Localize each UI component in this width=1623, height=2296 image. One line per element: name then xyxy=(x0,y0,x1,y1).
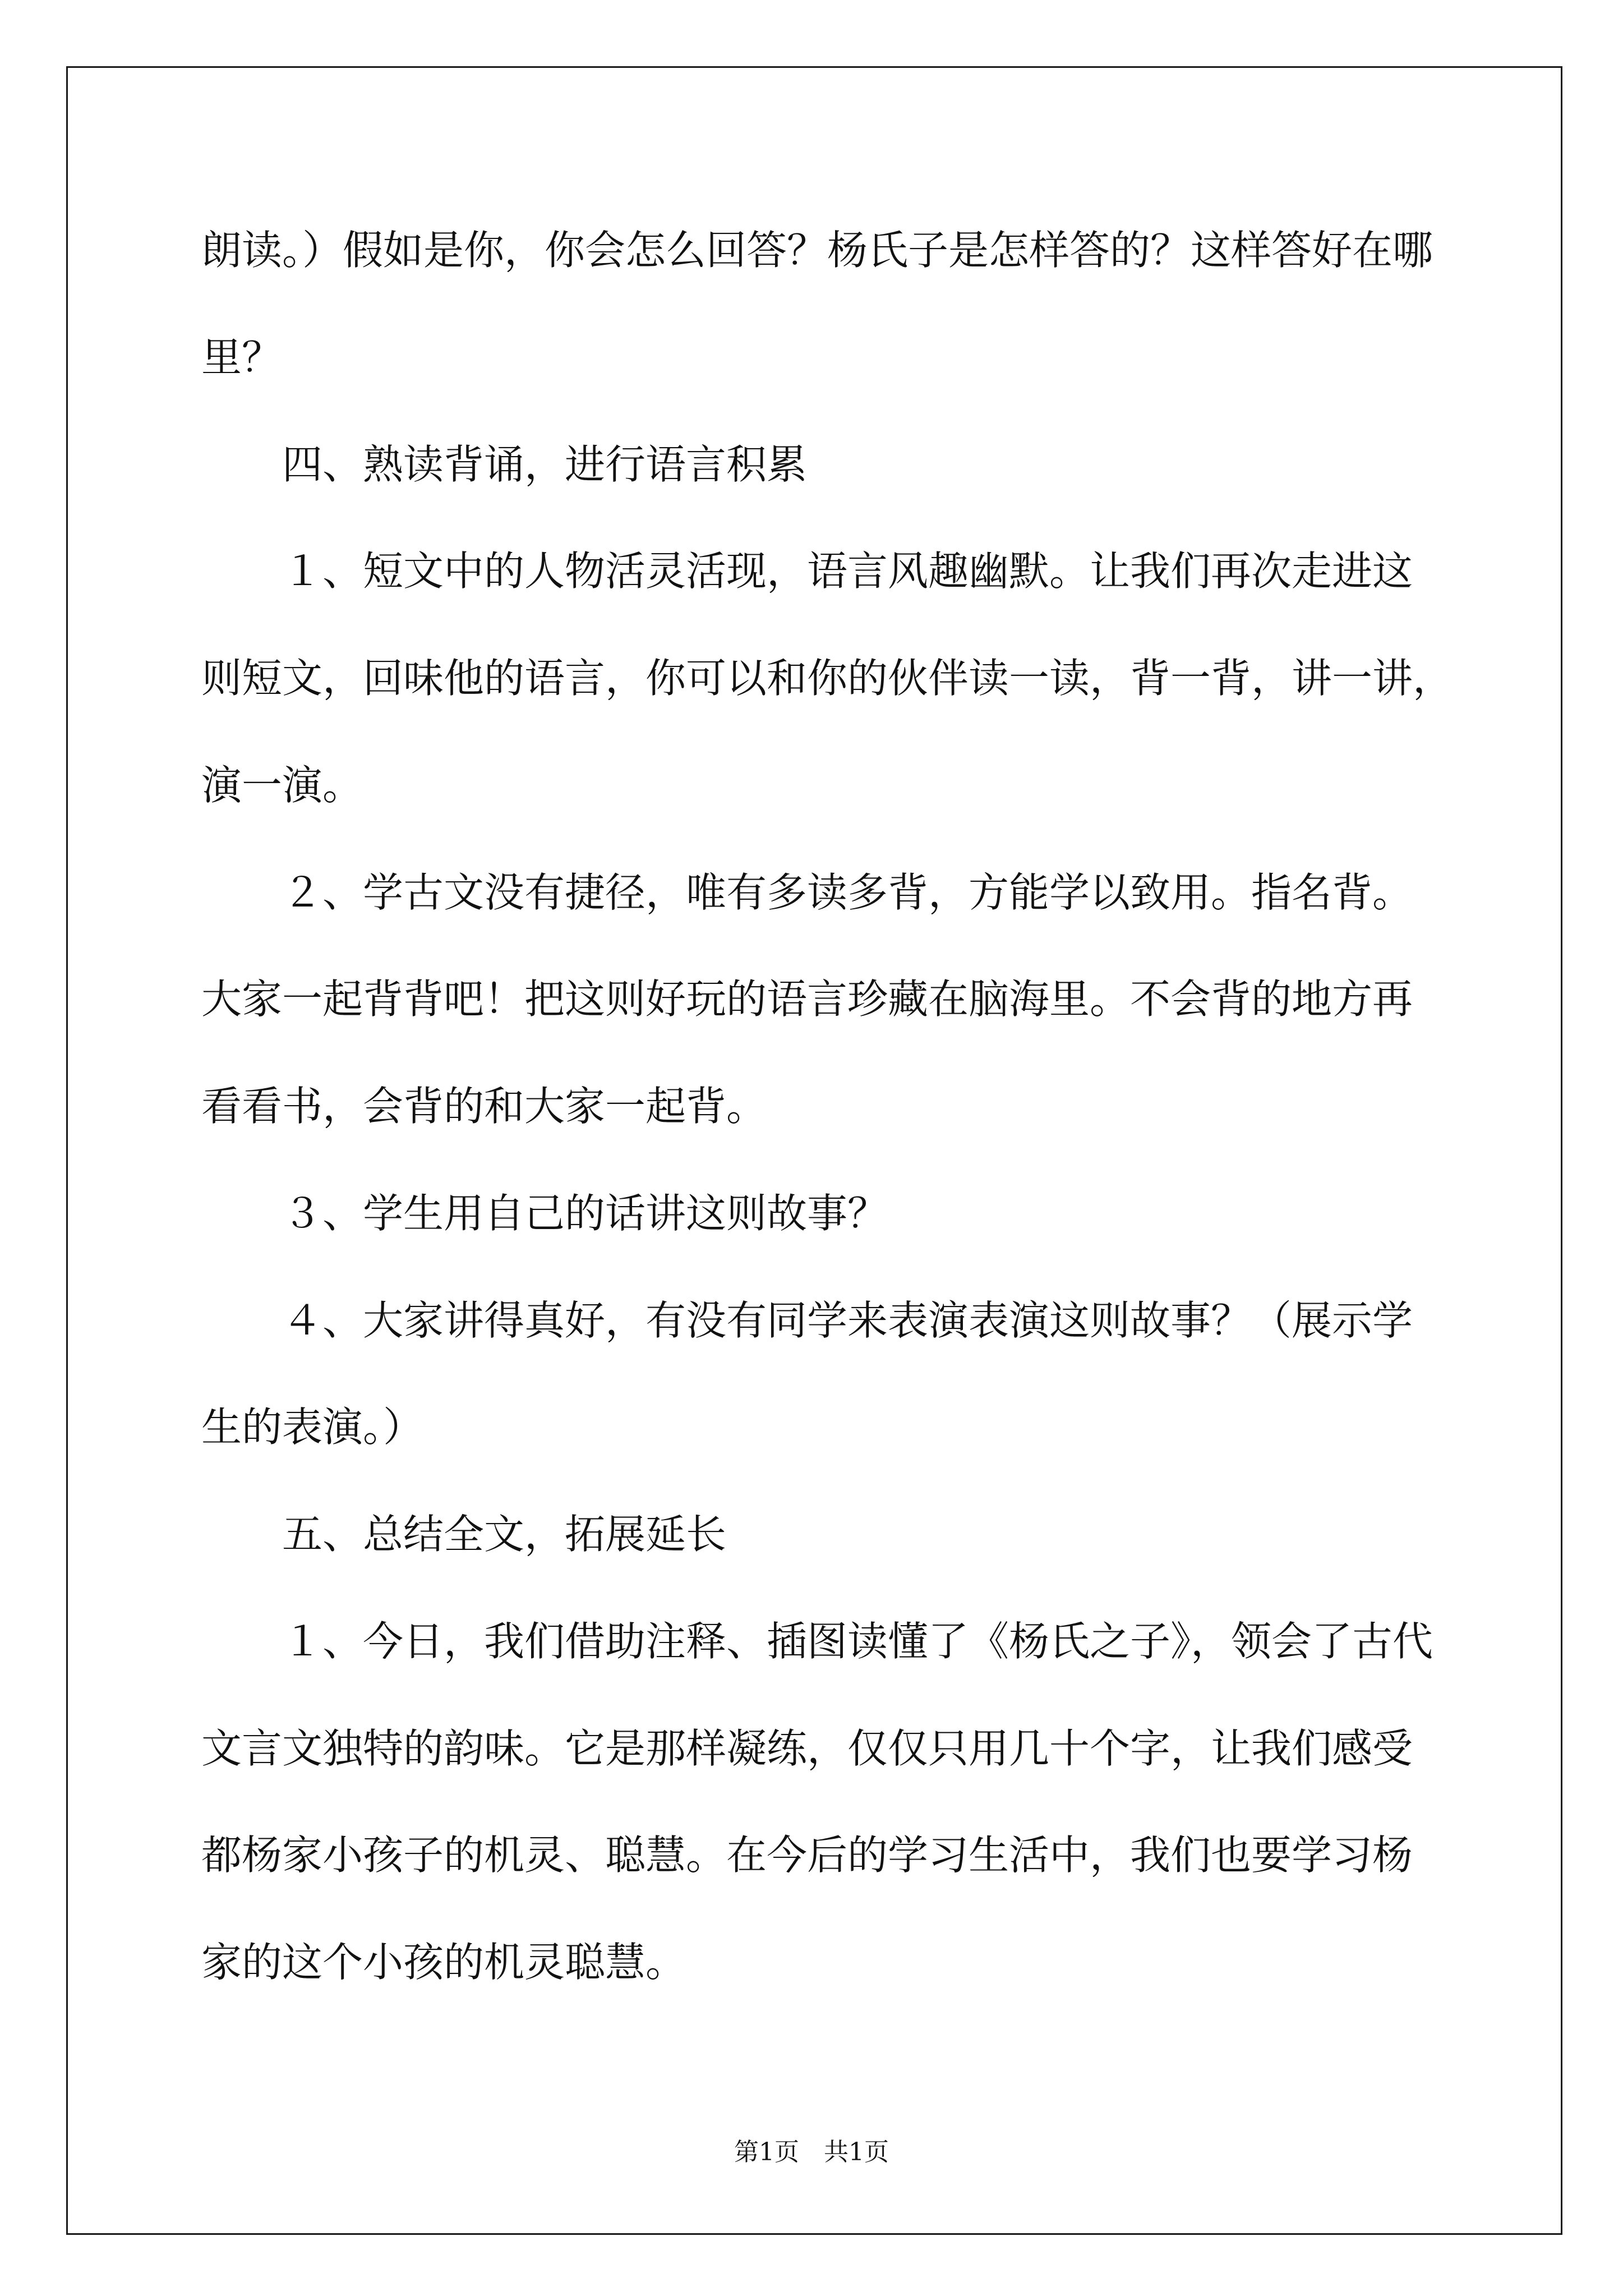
text-line: ２、学古文没有捷径，唯有多读多背，方能学以致用。指名背。 xyxy=(282,868,1413,916)
page-footer xyxy=(0,2140,1623,2165)
section-heading-4 xyxy=(201,411,1491,518)
text-line: 演一演。 xyxy=(201,761,363,809)
page-total: 共1页 xyxy=(824,2138,889,2166)
text-line: 则短文，回味他的语言，你可以和你的伙伴读一读，背一背，讲一讲， xyxy=(201,655,1454,702)
paragraph-item-5-1 xyxy=(201,1588,1491,2016)
text-line: 生的表演。） xyxy=(201,1404,424,1451)
text-line: 文言文独特的韵味。它是那样凝练，仅仅只用几十个字，让我们感受 xyxy=(201,1724,1413,1772)
text-line: 看看书，会背的和大家一起背。 xyxy=(201,1083,767,1130)
text-line: 家的这个小孩的机灵聪慧。 xyxy=(201,1939,686,1986)
paragraph-item-2 xyxy=(201,839,1491,1160)
heading-line: 四、熟读背诵，进行语言积累 xyxy=(282,440,808,488)
paragraph-continuation xyxy=(201,197,1491,411)
heading-line: 五、总结全文，拓展延长 xyxy=(282,1511,727,1558)
text-line: 朗读。）假如是你，你会怎么回答？杨氏子是怎样答的？这样答好在哪 xyxy=(201,227,1433,274)
text-line: 都杨家小孩子的机灵、聪慧。在今后的学习生活中，我们也要学习杨 xyxy=(201,1832,1413,1879)
text-line: ３、学生用自己的话讲这则故事？ xyxy=(282,1189,888,1237)
page-number: 第1页 xyxy=(734,2138,799,2166)
text-line: 大家一起背背吧！把这则好玩的语言珍藏在脑海里。不会背的地方再 xyxy=(201,976,1413,1023)
text-line: １、今日，我们借助注释、插图读懂了《杨氏之子》，领会了古代 xyxy=(282,1617,1433,1665)
text-line: １、短文中的人物活灵活现，语言风趣幽默。让我们再次走进这 xyxy=(282,547,1413,595)
paragraph-item-3 xyxy=(201,1160,1491,1267)
document-body xyxy=(201,197,1491,2016)
text-line: ４、大家讲得真好，有没有同学来表演表演这则故事？（展示学 xyxy=(282,1296,1413,1344)
paragraph-item-1 xyxy=(201,518,1491,839)
section-heading-5 xyxy=(201,1481,1491,1588)
paragraph-item-4 xyxy=(201,1267,1491,1481)
text-line: 里？ xyxy=(201,333,283,381)
